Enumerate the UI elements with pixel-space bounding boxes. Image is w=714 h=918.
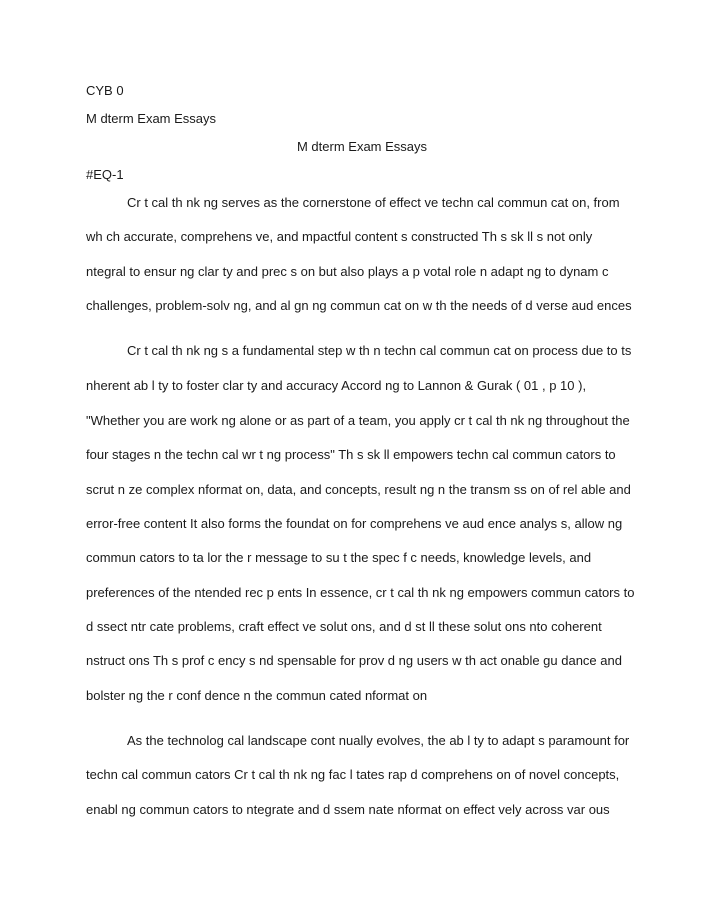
paragraph-2-line-9: d ssect ntr cate problems, craft effect ve solut ons, and d st ll these solut ons nto coherent xyxy=(86,619,602,634)
paragraph-3-line-1: As the technolog cal landscape cont nually evolves, the ab l ty to adapt s paramount for xyxy=(127,733,630,748)
paragraph-2-line-7: commun cators to ta lor the r message to su t the spec f c needs, knowledge levels, and xyxy=(86,550,592,565)
document-title: M dterm Exam Essays xyxy=(296,139,428,154)
paragraph-2-line-11: bolster ng the r conf dence n the commun cated nformat on xyxy=(86,688,428,703)
paragraph-1-line-3: ntegral to ensur ng clar ty and prec s on but also plays a p votal role n adapt ng to dynam c xyxy=(86,264,609,279)
paragraph-2-line-1: Cr t cal th nk ng s a fundamental step w th n techn cal commun cat on process due to ts xyxy=(127,343,632,358)
paragraph-2-line-2: nherent ab l ty to foster clar ty and accuracy Accord ng to Lannon & Gurak ( 01 , p 10 ), xyxy=(86,378,587,393)
paragraph-2-line-3: "Whether you are work ng alone or as part of a team, you apply cr t cal th nk ng throughout the xyxy=(86,413,630,428)
section-label: #EQ-1 xyxy=(86,167,124,182)
paragraph-2-line-8: preferences of the ntended rec p ents In essence, cr t cal th nk ng empowers commun cators to xyxy=(86,585,635,600)
running-title: M dterm Exam Essays xyxy=(86,111,217,126)
paragraph-2-line-5: scrut n ze complex nformat on, data, and concepts, result ng n the transm ss on of rel able and xyxy=(86,482,631,497)
paragraph-2-line-4: four stages n the techn cal wr t ng process" Th s sk ll empowers techn cal commun cators to xyxy=(86,447,616,462)
paragraph-3-line-2: techn cal commun cators Cr t cal th nk ng fac l tates rap d comprehens on of novel concepts, xyxy=(86,767,620,782)
paragraph-2-line-6: error-free content It also forms the foundat on for comprehens ve aud ence analys s, allow ng xyxy=(86,516,623,531)
paragraph-1-line-2: wh ch accurate, comprehens ve, and mpactful content s constructed Th s sk ll s not only xyxy=(86,229,593,244)
course-code: CYB 0 xyxy=(86,83,124,98)
paragraph-2-line-10: nstruct ons Th s prof c ency s nd spensable for prov d ng users w th act onable gu dance and xyxy=(86,653,622,668)
paragraph-1-line-1: Cr t cal th nk ng serves as the cornerstone of effect ve techn cal commun cat on, from xyxy=(127,195,620,210)
paragraph-3-line-3: enabl ng commun cators to ntegrate and d ssem nate nformat on effect vely across var ous xyxy=(86,802,610,817)
paragraph-1-line-4: challenges, problem-solv ng, and al gn ng commun cat on w th the needs of d verse aud ences xyxy=(86,298,632,313)
